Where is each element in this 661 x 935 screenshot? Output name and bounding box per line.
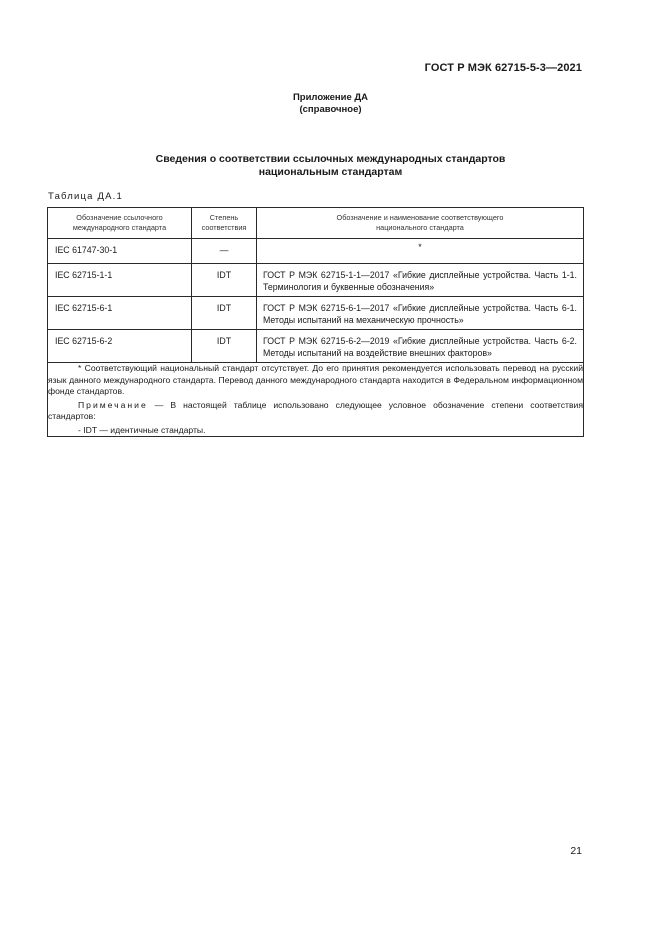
correspondence-table	[47, 207, 584, 437]
note-label: Примечание	[78, 399, 148, 410]
cell-national: ГОСТ Р МЭК 62715-6-2—2019 «Гибкие дисплейные устройства. Часть 6-2. Методы испытаний на воздействие внешних факторов»	[257, 330, 584, 363]
table-footnote: * Соответствующий национальный стандарт отсутствует. До его принятия рекомендуется использовать перевод на русский язык данного международного стандарта. Перевод данного международного стандарта находится в Федеральном информационном фонде стандартов.	[48, 363, 583, 396]
cell-national: ГОСТ Р МЭК 62715-6-1—2017 «Гибкие дисплейные устройства. Часть 6-1. Методы испытаний на механическую прочность»	[257, 297, 584, 330]
document-standard-number: ГОСТ Р МЭК 62715-5-3—2021	[424, 62, 582, 74]
header-degree	[192, 208, 257, 239]
table-notes	[48, 363, 584, 437]
page-number: 21	[570, 845, 582, 857]
cell-intl: IEC 62715-6-2	[48, 330, 192, 363]
appendix-subtitle: (справочное)	[299, 104, 362, 115]
header-degree-line-1: Степень	[209, 213, 239, 222]
header-national-line-2: национального стандарта	[376, 223, 464, 232]
cell-degree: IDT	[192, 330, 257, 363]
header-national-line-1: Обозначение и наименование соответствующего	[336, 213, 504, 222]
section-title-line-1: Сведения о соответствии ссылочных международных стандартов	[155, 153, 506, 165]
appendix-title: Приложение ДА	[292, 92, 369, 103]
table-header-row	[48, 208, 584, 239]
cell-degree: IDT	[192, 297, 257, 330]
header-degree-line-2: соответствия	[201, 223, 247, 232]
note-text: — В настоящей таблице использовано следующее условное обозначение степени соответствия стандартов:	[48, 399, 583, 421]
cell-intl: IEC 62715-1-1	[48, 264, 192, 297]
cell-national: *	[257, 239, 584, 264]
header-intl-line-2: международного стандарта	[72, 223, 167, 232]
table-notes-row	[48, 363, 584, 437]
table-row	[48, 297, 584, 330]
cell-degree: IDT	[192, 264, 257, 297]
table-row	[48, 264, 584, 297]
table-row	[48, 330, 584, 363]
appendix-heading	[0, 92, 661, 116]
cell-intl: IEC 61747-30-1	[48, 239, 192, 264]
section-title-line-2: национальным стандартам	[258, 166, 403, 178]
cell-national: ГОСТ Р МЭК 62715-1-1—2017 «Гибкие дисплейные устройства. Часть 1-1. Терминология и буквенные обозначения»	[257, 264, 584, 297]
header-intl-standard	[48, 208, 192, 239]
cell-degree: —	[192, 239, 257, 264]
cell-intl: IEC 62715-6-1	[48, 297, 192, 330]
table-note	[48, 400, 583, 423]
header-intl-line-1: Обозначение ссылочного	[76, 213, 163, 222]
table-row	[48, 239, 584, 264]
note-list-item: - IDT — идентичные стандарты.	[78, 424, 206, 435]
section-title	[0, 153, 661, 179]
header-national-standard	[257, 208, 584, 239]
table-caption: Таблица ДА.1	[48, 191, 123, 202]
